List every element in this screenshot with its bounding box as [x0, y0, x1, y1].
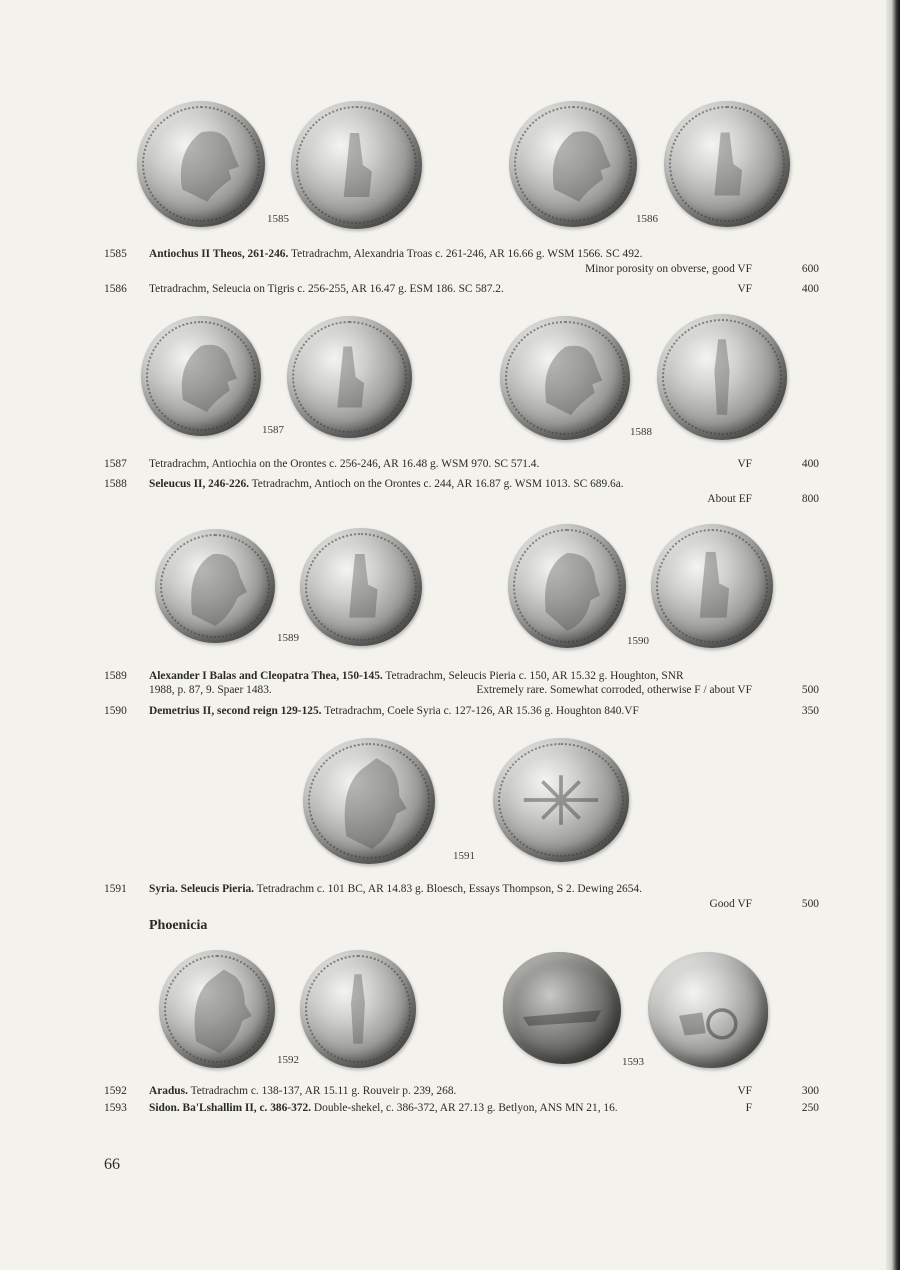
lot-estimate: 350 — [801, 705, 819, 717]
lot-number: 1587 — [104, 458, 127, 470]
coin-1592-reverse — [300, 950, 416, 1068]
coin-1586-obverse — [509, 101, 637, 227]
seated-figure-icon — [291, 101, 422, 229]
coin-1592-obverse — [159, 950, 275, 1068]
lot-text: Tetradrachm, Antiochia on the Orontes c. 256-246, AR 16.48 g. WSM 970. SC 571.4. — [149, 458, 540, 470]
plate-label-1585: 1585 — [267, 213, 289, 225]
galley-icon — [503, 952, 621, 1064]
lot-estimate: 300 — [801, 1085, 819, 1097]
section-heading: Phoenicia — [149, 918, 208, 933]
seated-figure-icon — [287, 316, 412, 438]
plate-label-1587: 1587 — [262, 424, 284, 436]
lot-number: 1593 — [104, 1102, 127, 1114]
coin-1585-reverse — [291, 101, 422, 229]
standing-nike-icon — [300, 950, 416, 1068]
head-right-icon — [137, 101, 265, 227]
lot-text-continued: 1988, p. 87, 9. Spaer 1483. — [149, 684, 272, 696]
coin-1587-obverse — [141, 316, 261, 436]
lot-grade: VF — [737, 1085, 752, 1097]
lot-estimate: 250 — [801, 1102, 819, 1114]
coin-1590-reverse — [651, 524, 773, 648]
lot-text: Tetradrachm, Seleucia on Tigris c. 256-255, AR 16.47 g. ESM 186. SC 587.2. — [149, 283, 504, 295]
coin-1586-reverse — [664, 101, 790, 227]
plate-label-1592: 1592 — [277, 1054, 299, 1066]
enthroned-figure-icon — [300, 528, 422, 646]
enthroned-figure-icon — [651, 524, 773, 648]
lot-title: Seleucus II, 246-226. — [149, 478, 249, 490]
lot-number: 1585 — [104, 248, 127, 260]
coin-1591-reverse — [493, 738, 629, 862]
coin-1589-obverse — [155, 529, 275, 643]
thunderbolt-icon — [493, 738, 629, 862]
lot-text: Tetradrachm, Coele Syria c. 127-126, AR 15.36 g. Houghton 840.VF — [321, 705, 639, 717]
lot-text: Tetradrachm, Seleucis Pieria c. 150, AR 15.32 g. Houghton, SNR — [382, 670, 684, 682]
lot-condition: Good VF — [709, 898, 752, 910]
lot-estimate: 600 — [801, 263, 819, 275]
coin-1588-obverse — [500, 316, 630, 440]
jugate-heads-icon — [155, 529, 275, 643]
coin-1593-obverse — [503, 952, 621, 1064]
lot-number: 1586 — [104, 283, 127, 295]
lot-title: Alexander I Balas and Cleopatra Thea, 150-145. — [149, 670, 383, 682]
coin-1588-reverse — [657, 314, 787, 440]
turreted-head-icon — [303, 738, 435, 864]
lot-title: Antiochus II Theos, 261-246. — [149, 248, 289, 260]
lot-number: 1588 — [104, 478, 127, 490]
lot-estimate: 400 — [801, 458, 819, 470]
lot-estimate: 800 — [801, 493, 819, 505]
coin-1593-reverse — [648, 952, 768, 1068]
lot-text: Double-shekel, c. 386-372, AR 27.13 g. Betlyon, ANS MN 21, 16. — [311, 1102, 618, 1114]
lot-title: Demetrius II, second reign 129-125. — [149, 705, 322, 717]
lot-text: Tetradrachm c. 101 BC, AR 14.83 g. Bloesch, Essays Thompson, S 2. Dewing 2654. — [254, 883, 642, 895]
coin-1591-obverse — [303, 738, 435, 864]
page-edge — [886, 0, 900, 1270]
plate-label-1593: 1593 — [622, 1056, 644, 1068]
lot-number: 1590 — [104, 705, 127, 717]
lot-estimate: 500 — [801, 684, 819, 696]
chariot-icon — [648, 952, 768, 1068]
head-right-icon — [509, 101, 637, 227]
seated-figure-icon — [664, 101, 790, 227]
lot-text: Tetradrachm c. 138-137, AR 15.11 g. Rouveir p. 239, 268. — [187, 1085, 457, 1097]
head-right-icon — [500, 316, 630, 440]
lot-title: Aradus. — [149, 1085, 188, 1097]
head-right-icon — [141, 316, 261, 436]
lot-number: 1591 — [104, 883, 127, 895]
plate-label-1588: 1588 — [630, 426, 652, 438]
coin-1587-reverse — [287, 316, 412, 438]
plate-label-1590: 1590 — [627, 635, 649, 647]
lot-grade: VF — [737, 458, 752, 470]
lot-grade: F — [745, 1102, 752, 1114]
lot-text: Tetradrachm, Alexandria Troas c. 261-246, AR 16.66 g. WSM 1566. SC 492. — [288, 248, 643, 260]
coin-1590-obverse — [508, 524, 626, 648]
lot-description — [149, 669, 684, 683]
coin-1589-reverse — [300, 528, 422, 646]
plate-label-1591: 1591 — [453, 850, 475, 862]
lot-condition: Extremely rare. Somewhat corroded, otherwise F / about VF — [476, 684, 752, 696]
lot-estimate: 500 — [801, 898, 819, 910]
lot-text: Tetradrachm, Antioch on the Orontes c. 244, AR 16.87 g. WSM 1013. SC 689.6a. — [249, 478, 624, 490]
lot-number: 1592 — [104, 1085, 127, 1097]
lot-grade: VF — [737, 283, 752, 295]
lot-number: 1589 — [104, 670, 127, 682]
lot-estimate: 400 — [801, 283, 819, 295]
lot-description — [149, 1084, 456, 1098]
coin-1585-obverse — [137, 101, 265, 227]
lot-description — [149, 882, 642, 896]
bearded-head-icon — [508, 524, 626, 648]
lot-description — [149, 704, 639, 718]
lot-title: Syria. Seleucis Pieria. — [149, 883, 255, 895]
plate-label-1586: 1586 — [636, 213, 658, 225]
lot-description — [149, 1101, 618, 1115]
plate-label-1589: 1589 — [277, 632, 299, 644]
page-number: 66 — [104, 1156, 120, 1173]
lot-description — [149, 477, 624, 491]
lot-condition: About EF — [707, 493, 752, 505]
lot-description — [149, 247, 642, 261]
lot-title: Sidon. Ba'Lshallim II, c. 386-372. — [149, 1102, 312, 1114]
turreted-head-icon — [159, 950, 275, 1068]
standing-figure-icon — [657, 314, 787, 440]
lot-condition: Minor porosity on obverse, good VF — [585, 263, 752, 275]
